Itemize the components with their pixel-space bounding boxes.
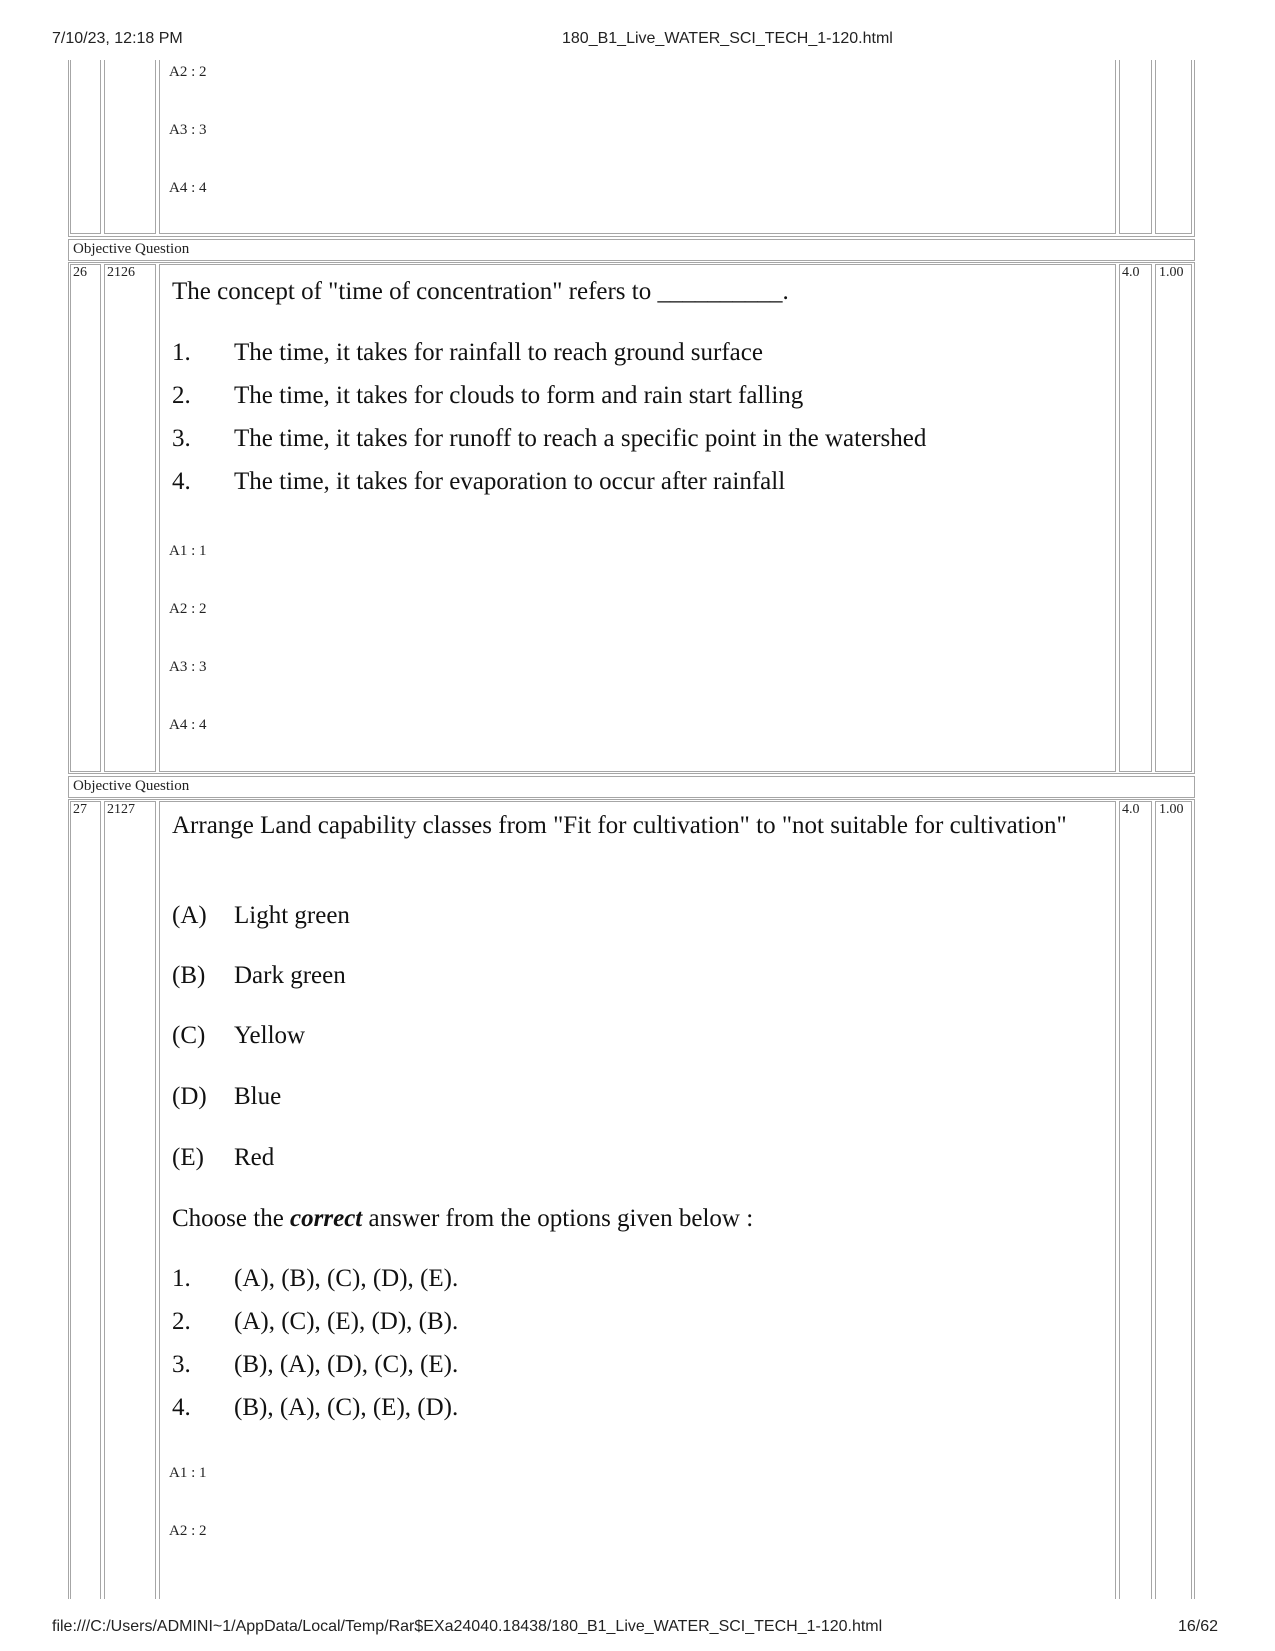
q26-neg-cell <box>1155 264 1192 772</box>
print-doc-title: 180_B1_Live_WATER_SCI_TECH_1-120.html <box>562 30 893 47</box>
q26-qid-cell <box>104 264 156 772</box>
q26-answer-3: A3 : 3 <box>169 659 207 675</box>
q27-option-4-text: (B), (A), (C), (E), (D). <box>234 1394 459 1421</box>
q27-item-e <box>172 1144 274 1172</box>
q27-question-id: 2127 <box>107 802 135 817</box>
q27-item-b <box>172 962 346 990</box>
q27-option-4-number: 4. <box>172 1394 191 1421</box>
prev-answer-3: A3 : 3 <box>169 122 207 138</box>
q26-marks-cell <box>1119 264 1152 772</box>
prev-sno-cell <box>70 60 101 234</box>
q26-marks: 4.0 <box>1122 265 1140 280</box>
q27-item-a <box>172 902 350 930</box>
q26-question-id: 2126 <box>107 265 135 280</box>
q27-item-c-text: Yellow <box>234 1022 306 1049</box>
q27-option-1-number: 1. <box>172 1265 191 1292</box>
q27-negative-marks: 1.00 <box>1159 802 1184 817</box>
q26-option-4 <box>172 468 785 496</box>
q26-answer-4: A4 : 4 <box>169 717 207 733</box>
q27-item-b-text: Dark green <box>234 962 346 989</box>
q27-type-cell <box>68 776 1195 798</box>
print-page-number: 16/62 <box>1178 1618 1219 1635</box>
q27-neg-cell <box>1155 801 1192 1599</box>
q27-item-c <box>172 1022 305 1050</box>
q27-option-2 <box>172 1308 458 1336</box>
q27-choose-instruction <box>172 1205 753 1233</box>
q27-choose-emphasis: correct <box>290 1205 363 1232</box>
q26-option-2-text: The time, it takes for clouds to form and rain start falling <box>234 382 804 409</box>
q26-type-cell <box>68 239 1195 261</box>
q26-option-2 <box>172 382 803 410</box>
q26-option-1-text: The time, it takes for rainfall to reach ground surface <box>234 339 763 366</box>
q27-option-3-number: 3. <box>172 1351 191 1378</box>
q27-answer-2: A2 : 2 <box>169 1523 207 1539</box>
q26-answer-1: A1 : 1 <box>169 543 207 559</box>
q26-option-4-number: 4. <box>172 468 191 495</box>
q26-serial-number: 26 <box>73 265 87 280</box>
q27-serial-number: 27 <box>73 802 87 817</box>
q27-option-3 <box>172 1351 458 1379</box>
q27-item-c-label: (C) <box>172 1022 206 1049</box>
prev-neg-cell <box>1155 60 1192 234</box>
q26-option-1 <box>172 339 763 367</box>
q27-option-2-text: (A), (C), (E), (D), (B). <box>234 1308 459 1335</box>
q27-option-2-number: 2. <box>172 1308 191 1335</box>
prev-qid-cell <box>104 60 156 234</box>
q27-option-3-text: (B), (A), (D), (C), (E). <box>234 1351 459 1378</box>
prev-marks-cell <box>1119 60 1152 234</box>
q26-option-4-text: The time, it takes for evaporation to occur after rainfall <box>234 468 786 495</box>
q27-type-label: Objective Question <box>73 778 190 794</box>
q27-option-4 <box>172 1394 458 1422</box>
q26-negative-marks: 1.00 <box>1159 265 1184 280</box>
q26-option-1-number: 1. <box>172 339 191 366</box>
q27-choose-suffix: answer from the options given below : <box>362 1205 754 1232</box>
q27-option-1 <box>172 1265 458 1293</box>
q26-option-3-number: 3. <box>172 425 191 452</box>
q26-sno-cell <box>70 264 101 772</box>
q27-item-d-label: (D) <box>172 1083 207 1110</box>
print-file-path: file:///C:/Users/ADMINI~1/AppData/Local/Temp/Rar$EXa24040.18438/180_B1_Live_WATER_SCI_TECH_1-120.html <box>52 1618 883 1635</box>
prev-question-cell <box>159 60 1116 234</box>
q27-item-e-text: Red <box>234 1144 275 1171</box>
q26-option-3 <box>172 425 926 453</box>
q27-choose-prefix: Choose the <box>172 1205 291 1232</box>
q27-qid-cell <box>104 801 156 1599</box>
q26-answer-2: A2 : 2 <box>169 601 207 617</box>
prev-answer-2: A2 : 2 <box>169 64 207 80</box>
q27-question-text: Arrange Land capability classes from "Fit for cultivation" to "not suitable for cultivation" <box>172 812 1067 839</box>
q27-option-1-text: (A), (B), (C), (D), (E). <box>234 1265 459 1292</box>
q27-marks: 4.0 <box>1122 802 1140 817</box>
q27-item-a-label: (A) <box>172 902 207 929</box>
prev-answer-4: A4 : 4 <box>169 180 207 196</box>
q27-item-d <box>172 1083 281 1111</box>
q27-answer-1: A1 : 1 <box>169 1465 207 1481</box>
q27-item-e-label: (E) <box>172 1144 204 1171</box>
q27-sno-cell <box>70 801 101 1599</box>
q26-option-3-text: The time, it takes for runoff to reach a specific point in the watershed <box>234 425 927 452</box>
q26-type-label: Objective Question <box>73 241 190 257</box>
q26-question-text: The concept of "time of concentration" refers to __________. <box>172 278 789 305</box>
q26-option-2-number: 2. <box>172 382 191 409</box>
q27-item-b-label: (B) <box>172 962 206 989</box>
q27-marks-cell <box>1119 801 1152 1599</box>
print-datetime: 7/10/23, 12:18 PM <box>52 30 183 47</box>
q27-item-d-text: Blue <box>234 1083 282 1110</box>
q27-item-a-text: Light green <box>234 902 350 929</box>
